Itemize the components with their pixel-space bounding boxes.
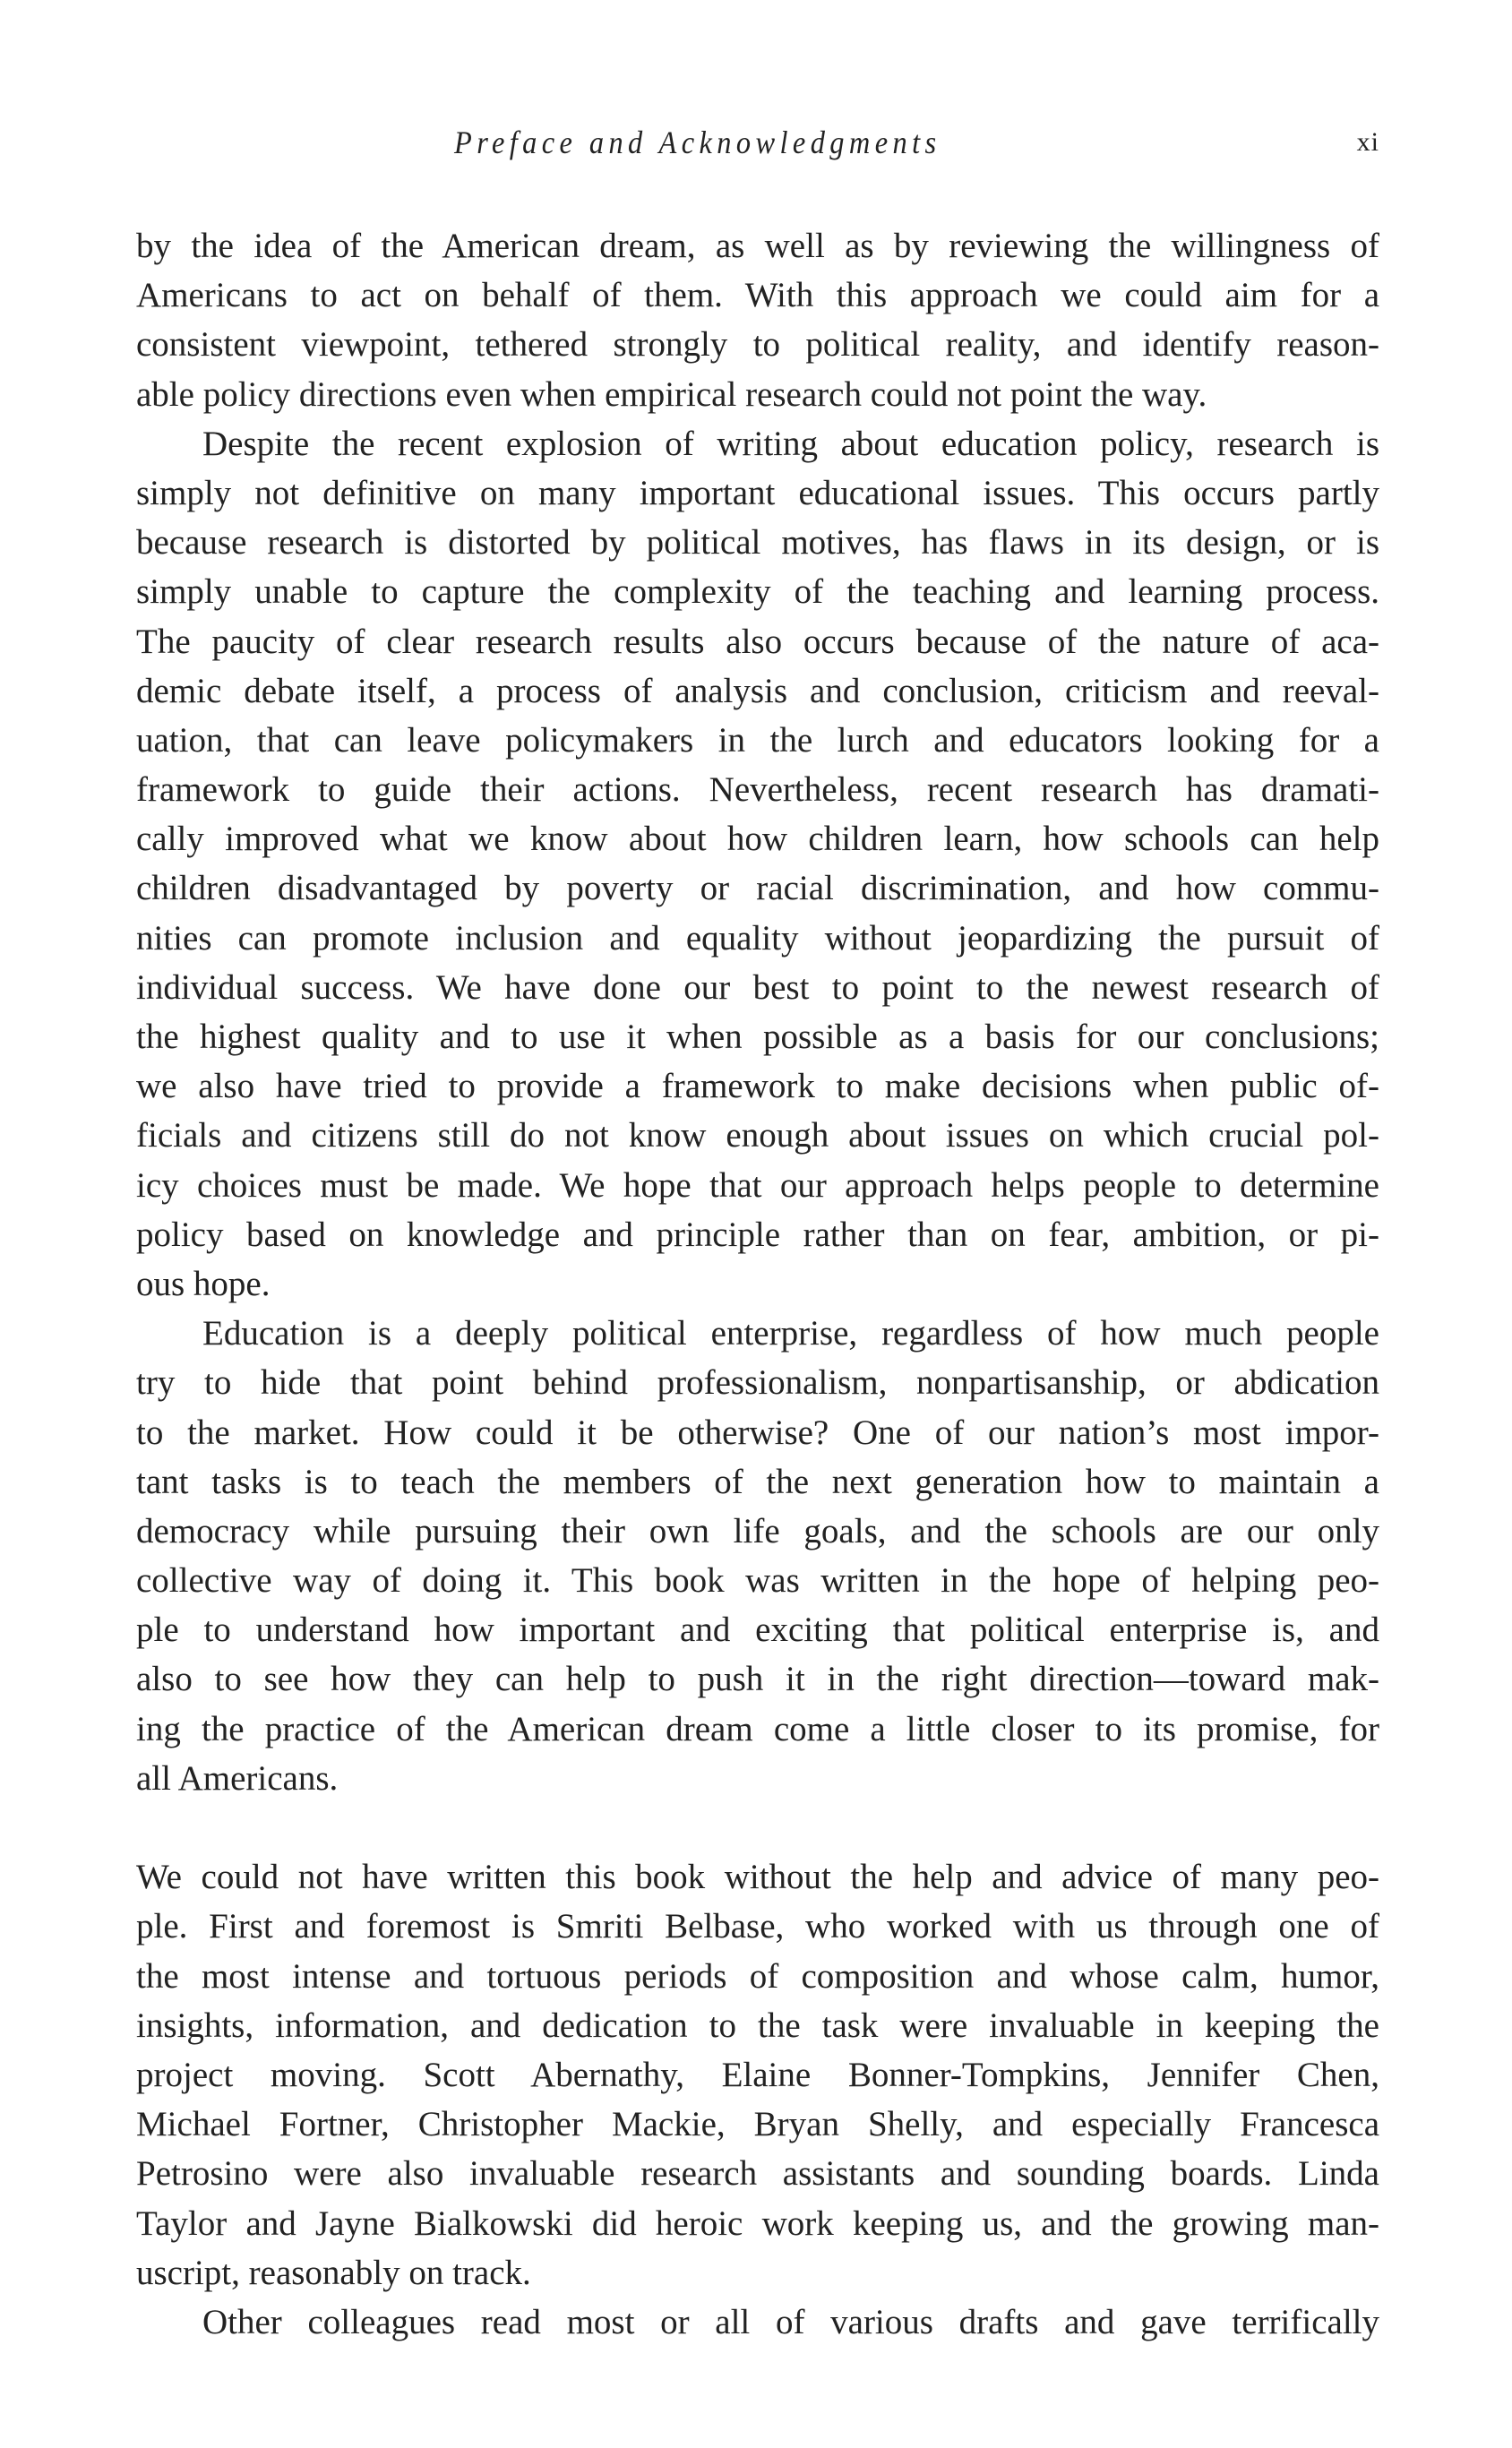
text-line: try to hide that point behind professionalism, nonpartisanship, or abdication (136, 1363, 1379, 1403)
section-break (136, 1803, 1379, 1852)
text-line: Petrosino were also invaluable research assistants and sounding boards. Linda (136, 2154, 1379, 2194)
text-line: also to see how they can help to push it in the right direction—toward mak- (136, 1660, 1379, 1699)
text-line: Despite the recent explosion of writing about education policy, research is (202, 424, 1379, 463)
text-line: project moving. Scott Abernathy, Elaine Bonner-Tompkins, Jennifer Chen, (136, 2055, 1379, 2094)
text-line: ple. First and foremost is Smriti Belbase, who worked with us through one of (136, 1907, 1379, 1946)
paragraph-colleagues (136, 2298, 1379, 2347)
text-line: tant tasks is to teach the members of the next generation how to maintain a (136, 1462, 1379, 1501)
text-line: insights, information, and dedication to the task were invaluable in keeping the (136, 2006, 1379, 2045)
text-line: the most intense and tortuous periods of composition and whose calm, humor, (136, 1956, 1379, 1996)
text-line: ing the practice of the American dream come a little closer to its promise, for (136, 1709, 1379, 1748)
text-line: framework to guide their actions. Nevertheless, recent research has dramati- (136, 770, 1379, 810)
paragraph-research (136, 419, 1379, 1309)
text-line: icy choices must be made. We hope that our approach helps people to determine (136, 1165, 1379, 1205)
text-line: cally improved what we know about how children learn, how schools can help (136, 820, 1379, 859)
text-line: all Americans. (136, 1758, 339, 1798)
paragraph-acknowledgments (136, 1852, 1379, 2298)
text-line: demic debate itself, a process of analysis and conclusion, criticism and reeval- (136, 671, 1379, 710)
text-line: uscript, reasonably on track. (136, 2253, 531, 2292)
text-line: the highest quality and to use it when possible as a basis for our conclusions; (136, 1018, 1379, 1056)
text-line: Americans to act on behalf of them. With this approach we could aim for a (136, 276, 1379, 315)
text-line: Michael Fortner, Christopher Mackie, Bryan Shelly, and especially Francesca (136, 2105, 1379, 2144)
text-line: ous hope. (136, 1264, 271, 1303)
text-line: individual success. We have done our best to point to the newest research of (136, 967, 1379, 1007)
text-line: democracy while pursuing their own life goals, and the schools are our only (136, 1511, 1379, 1550)
text-line: uation, that can leave policymakers in the lurch and educators looking for a (136, 720, 1379, 760)
text-line: by the idea of the American dream, as well as by reviewing the willingness of (136, 227, 1379, 265)
paragraph-continued (136, 221, 1379, 419)
text-line: nities can promote inclusion and equality without jeopardizing the pursuit of (136, 918, 1379, 958)
body-text (136, 221, 1379, 2347)
text-line: We could not have written this book without the help and advice of many peo- (136, 1858, 1379, 1897)
text-line: Taylor and Jayne Bialkowski did heroic work keeping us, and the growing man- (136, 2203, 1379, 2243)
text-line: ple to understand how important and exciting that political enterprise is, and (136, 1611, 1379, 1650)
running-head (136, 124, 1379, 168)
text-line: Other colleagues read most or all of various drafts and gave terrifically (202, 2302, 1379, 2341)
text-line: able policy directions even when empirical research could not point the way. (136, 374, 1207, 414)
text-line: simply not definitive on many important educational issues. This occurs partly (136, 473, 1379, 512)
text-line: policy based on knowledge and principle rather than on fear, ambition, or pi- (136, 1215, 1379, 1254)
text-line: to the market. How could it be otherwise? One of our nation’s most impor- (136, 1413, 1379, 1452)
page-number: xi (1356, 127, 1379, 157)
text-line: children disadvantaged by poverty or racial discrimination, and how commu- (136, 869, 1379, 908)
text-line: simply unable to capture the complexity of the teaching and learning process. (136, 572, 1379, 612)
text-line: we also have tried to provide a framework to make decisions when public of- (136, 1067, 1379, 1106)
text-line: ficials and citizens still do not know enough about issues on which crucial pol- (136, 1116, 1379, 1155)
text-line: consistent viewpoint, tethered strongly to political reality, and identify reason- (136, 325, 1379, 365)
text-line: The paucity of clear research results also occurs because of the nature of aca- (136, 622, 1379, 661)
text-line: collective way of doing it. This book was written in the hope of helping peo- (136, 1561, 1379, 1601)
text-line: because research is distorted by political motives, has flaws in its design, or is (136, 523, 1379, 563)
text-line: Education is a deeply political enterprise, regardless of how much people (202, 1314, 1379, 1353)
running-head-title: Preface and Acknowledgments (454, 125, 941, 160)
paragraph-education-political (136, 1309, 1379, 1803)
